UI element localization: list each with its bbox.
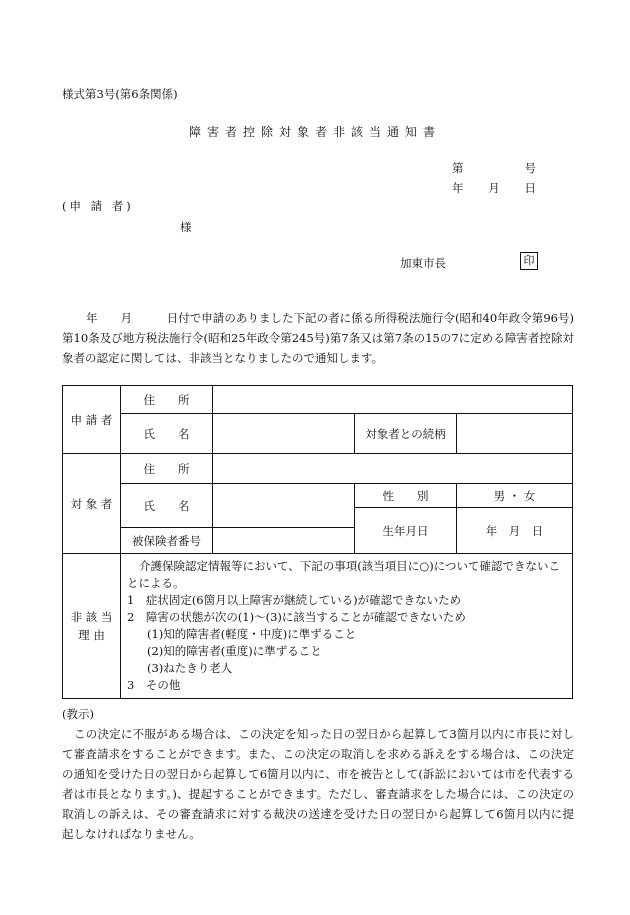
teaching-text: この決定に不服がある場合は、この決定を知った日の翌日から起算して3箇月以内に市長に対して審査請求をすることができます。また、この決定の取消しを求める訴えをする場合は、この決定の通知を受けた日の翌日から起算して6箇月以内に、市を被告として(訴訟においては市を代表する者は市長となります。)、提起することができます。ただし、審査請求をした場合には、この決定の取消しの訴えは、その審査請求に対する裁決の送達を受けた日の翌日から起算して6箇月以内に提起しなければなりません。: [62, 727, 574, 841]
subject-address-field[interactable]: [213, 454, 573, 484]
reason-item-2-2[interactable]: (2)知的障害者(重度)に準ずること: [147, 644, 322, 658]
body-text: 日付で申請のありました下記の者に係る所得税法施行令(昭和40年政令第96号)第10条及び地方税法施行令(昭和25年政令第245号)第7条又は第7条の15の7に定める障害者控除対象者の認定に関しては、非該当となりましたので通知します。: [62, 311, 575, 365]
applicant-name-field[interactable]: [213, 414, 355, 454]
sex-value[interactable]: 男 ・ 女: [457, 484, 573, 508]
reason-item-2-3[interactable]: (3)ねたきり老人: [147, 661, 233, 675]
honorific: 様: [180, 220, 192, 234]
reason-section-label: [63, 554, 121, 699]
body-year: 年: [86, 311, 98, 325]
sex-label: 性 別: [355, 484, 457, 508]
reason-content: [121, 554, 573, 699]
birthdate-label: 生年月日: [355, 508, 457, 554]
number-prefix: 第: [452, 161, 464, 175]
applicant-section-label: 申 請 者: [63, 386, 121, 454]
applicant-address-field[interactable]: [213, 386, 573, 414]
subject-name-label: 氏 名: [121, 484, 213, 528]
document-number-line: [452, 160, 536, 176]
reason-section-label-line2: 理 由: [78, 628, 105, 642]
applicant-address-label: 住 所: [121, 386, 213, 414]
relation-field[interactable]: [457, 414, 573, 454]
reason-item-3[interactable]: 3 その他: [127, 678, 181, 692]
reason-item-2[interactable]: 2 障害の状態が次の(1)～(3)に該当することが確認できないため: [127, 610, 466, 624]
document-title: 障害者控除対象者非該当通知書: [188, 125, 441, 139]
issue-date-line: [452, 180, 536, 196]
form-number: 様式第3号(第6条関係): [62, 87, 178, 101]
reason-item-1[interactable]: 1 症状固定(6箇月以上障害が継続している)が確認できないため: [127, 593, 462, 607]
applicant-label: (申 請 者): [62, 199, 134, 213]
teaching-label: (教示): [62, 707, 94, 721]
issue-year: 年: [452, 181, 464, 195]
details-table: [62, 385, 573, 699]
relation-label: 対象者との続柄: [355, 414, 457, 454]
subject-address-label: 住 所: [121, 454, 213, 484]
issue-month: 月: [488, 181, 500, 195]
reason-section-label-line1: 非 該 当: [70, 610, 113, 624]
applicant-name-label: 氏 名: [121, 414, 213, 454]
reason-item-2-1[interactable]: (1)知的障害者(軽度・中度)に準ずること: [147, 627, 357, 641]
issuer-name: 加東市長: [400, 256, 446, 270]
subject-name-field[interactable]: [213, 484, 355, 528]
notice-body: [62, 308, 574, 368]
insured-number-field[interactable]: [213, 528, 355, 554]
subject-section-label: 対 象 者: [63, 454, 121, 554]
insured-number-label: 被保険者番号: [121, 528, 213, 554]
seal-mark: 印: [520, 252, 538, 270]
number-suffix: 号: [524, 161, 536, 175]
body-month: 月: [120, 311, 133, 325]
birthdate-value[interactable]: 年 月 日: [457, 508, 573, 554]
reason-intro: 介護保険認定情報等において、下記の事項(該当項目に○)について確認できないことによる。: [127, 559, 561, 590]
issue-day: 日: [524, 181, 536, 195]
